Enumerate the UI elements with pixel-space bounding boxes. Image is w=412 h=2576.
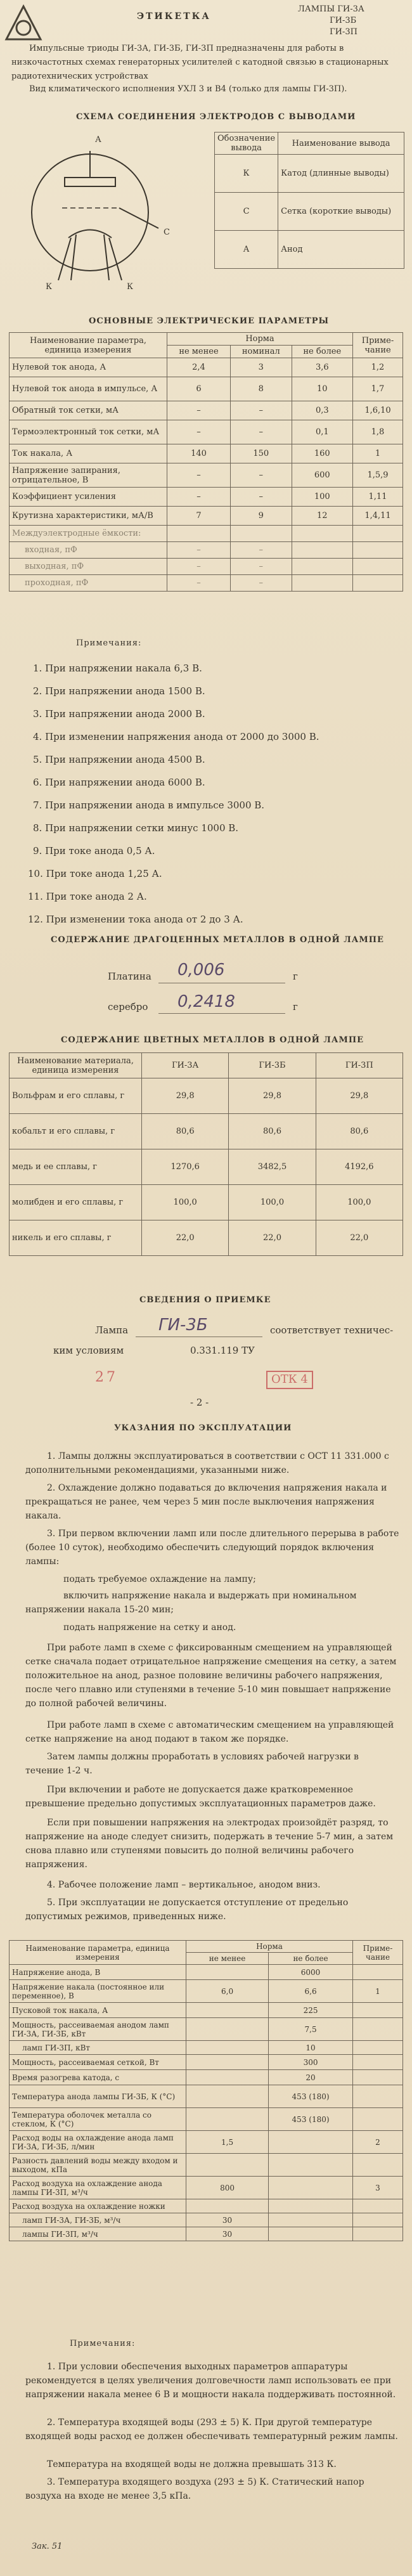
limits-col-max: не более xyxy=(269,1953,353,1965)
limits-row-min xyxy=(186,2154,269,2177)
limits-row-note xyxy=(353,2041,403,2055)
usage-paragraph: включить напряжение накала и выдержать при номинальном напряжении накала 15-20 мин; xyxy=(25,1591,357,1615)
limits-row-max: 225 xyxy=(269,2003,353,2018)
notes2-item: 1. При условии обеспечения выходных параметров аппаратуры рекомендуется в целях увеличения долговечности ламп использовать ее при напряжении накала менее 6 В и мощности накала поддерживать постоянной. xyxy=(25,2362,396,2400)
acceptance-conforms: соответствует техничес- xyxy=(270,1324,394,1336)
usage-paragraph: Затем лампы должны проработать в условиях рабочей нагрузки в течение 1-2 ч. xyxy=(25,1752,359,1776)
climate-text: Вид климатического исполнения УХЛ 3 и В4 (только для лампы ГИ-3П). xyxy=(29,84,347,94)
nonferrous-value: 80,6 xyxy=(229,1114,316,1149)
nonferrous-value: 80,6 xyxy=(142,1114,229,1149)
params-row-name: Термоэлектронный ток сетки, мА xyxy=(10,420,167,444)
limits-col-note: Приме-чание xyxy=(353,1941,403,1965)
lamp-type-1: ЛАМПЫ ГИ-3А xyxy=(298,4,364,14)
limits-row-name: Напряжение накала (постоянное или переменное), В xyxy=(10,1980,186,2003)
params-row-min: – xyxy=(167,463,231,488)
platinum-label: Платина xyxy=(108,971,151,982)
lamp-type-2: ГИ-3Б xyxy=(330,16,357,25)
scheme-col-name: Наименование вывода xyxy=(278,133,404,155)
params-row-note: 1,11 xyxy=(353,488,403,507)
params-row-nom: 9 xyxy=(230,507,292,526)
limits-row-min xyxy=(186,2108,269,2131)
scheme-row-code: С xyxy=(215,193,278,231)
limits-row-name: Температура анода лампы ГИ-3Б, К (°С) xyxy=(10,2085,186,2108)
limits-row-min xyxy=(186,2041,269,2055)
limits-row-max: 453 (180) xyxy=(269,2108,353,2131)
nonferrous-row-name: молибден и его сплавы, г xyxy=(10,1185,142,1220)
limits-row-name: лампы ГИ-3П, м³/ч xyxy=(10,2227,186,2241)
limits-row-note xyxy=(353,2055,403,2070)
notes2-item: 2. Температура входящей воды (293 ± 5) К. При другой температуре входящей воды расход ее должен обеспечивать температурный режим лампы. xyxy=(25,2417,398,2442)
nonferrous-value: 22,0 xyxy=(142,1220,229,1256)
nonferrous-title: СОДЕРЖАНИЕ ЦВЕТНЫХ МЕТАЛЛОВ В ОДНОЙ ЛАМПЕ xyxy=(61,1035,364,1045)
params-title: ОСНОВНЫЕ ЭЛЕКТРИЧЕСКИЕ ПАРАМЕТРЫ xyxy=(89,316,330,326)
limits-table xyxy=(9,1940,403,2241)
diagram-label-anode: А xyxy=(95,135,101,145)
limits-row-name: Мощность, рассеиваемая анодом ламп ГИ-3А, ГИ-3Б, кВт xyxy=(10,2018,186,2041)
params-row-note: 1 xyxy=(353,444,403,463)
limits-row-note xyxy=(353,2018,403,2041)
params-row-nom: – xyxy=(230,420,292,444)
limits-row-min: 1,5 xyxy=(186,2131,269,2154)
nonferrous-value: 100,0 xyxy=(142,1185,229,1220)
acceptance-lamp-label: Лампа xyxy=(95,1324,129,1336)
stamp-otk: ОТК 4 xyxy=(266,1371,313,1389)
limits-row-note: 1 xyxy=(353,1980,403,2003)
limits-row-max: 6000 xyxy=(269,1965,353,1980)
usage-paragraph: При включении и работе не допускается даже кратковременное превышение предельно допустимых эксплуатационных параметров даже. xyxy=(25,1785,376,1809)
usage-paragraph: При работе ламп в схеме с автоматическим смещением на управляющей сетке напряжение на анод подают в таком же порядке. xyxy=(25,1720,394,1744)
triangle-logo xyxy=(4,4,43,43)
params-row-nom: – xyxy=(230,542,292,559)
limits-row-max: 453 (180) xyxy=(269,2085,353,2108)
nonferrous-value: 22,0 xyxy=(229,1220,316,1256)
nonferrous-row-name: кобальт и его сплавы, г xyxy=(10,1114,142,1149)
nonferrous-col: ГИ-3А xyxy=(142,1053,229,1078)
params-row-name: Междуэлектродные ёмкости: xyxy=(10,526,167,542)
limits-row-note xyxy=(353,2003,403,2018)
notes1-item: 11. При токе анода 2 А. xyxy=(28,891,147,902)
limits-row-note xyxy=(353,2154,403,2177)
notes1-item: 5. При напряжении анода 4500 В. xyxy=(33,754,205,765)
params-row-note: 1,4,11 xyxy=(353,507,403,526)
params-row-min: 140 xyxy=(167,444,231,463)
limits-row-max: 300 xyxy=(269,2055,353,2070)
params-row-max: 10 xyxy=(292,377,352,401)
params-col-max: не более xyxy=(292,346,352,358)
notes2-item: 3. Температура входящего воздуха (293 ± 5) К. Статический напор воздуха на входе не менее 3,5 кПа. xyxy=(25,2477,364,2501)
silver-value: 0,2418 xyxy=(177,992,235,1011)
limits-row-max xyxy=(269,2154,353,2177)
params-row-name: Обратный ток сетки, мА xyxy=(10,401,167,420)
params-row-min: 2,4 xyxy=(167,358,231,377)
silver-line xyxy=(158,1013,285,1014)
scheme-row-code: К xyxy=(215,155,278,193)
params-col-nom: номинал xyxy=(230,346,292,358)
nonferrous-value: 29,8 xyxy=(316,1078,402,1114)
params-row-name: входная, пФ xyxy=(10,542,167,559)
params-row-nom: – xyxy=(230,559,292,575)
notes2-item: Температура на входящей воды не должна превышать 313 К. xyxy=(47,2459,337,2469)
limits-row-max xyxy=(269,2199,353,2213)
nonferrous-value: 22,0 xyxy=(316,1220,402,1256)
label-title: ЭТИКЕТКА xyxy=(137,11,211,22)
params-row-nom: 150 xyxy=(230,444,292,463)
notes2-title: Примечания: xyxy=(70,2339,136,2348)
limits-row-min: 30 xyxy=(186,2213,269,2227)
usage-paragraph: 4. Рабочее положение ламп – вертикальное, анодом вниз. xyxy=(47,1880,321,1890)
params-row-max: 0,1 xyxy=(292,420,352,444)
notes1-item: 8. При напряжении сетки минус 1000 В. xyxy=(33,822,239,834)
silver-label: серебро xyxy=(108,1001,148,1013)
nonferrous-value: 1270,6 xyxy=(142,1149,229,1185)
params-row-name: Напряжение запирания, отрицательное, В xyxy=(10,463,167,488)
notes1-title: Примечания: xyxy=(76,638,142,648)
limits-row-note xyxy=(353,2085,403,2108)
limits-row-note xyxy=(353,2213,403,2227)
limits-row-note xyxy=(353,2108,403,2131)
limits-row-min xyxy=(186,1965,269,1980)
limits-row-max: 6,6 xyxy=(269,1980,353,2003)
nonferrous-row-name: никель и его сплавы, г xyxy=(10,1220,142,1256)
nonferrous-col-name: Наименование материала, единица измерения xyxy=(10,1053,142,1078)
params-row-name: Коэффициент усиления xyxy=(10,488,167,507)
nonferrous-col: ГИ-3П xyxy=(316,1053,402,1078)
params-row-min: – xyxy=(167,575,231,592)
params-row-min: – xyxy=(167,559,231,575)
notes1-item: 9. При токе анода 0,5 А. xyxy=(33,845,155,857)
limits-row-name: Пусковой ток накала, А xyxy=(10,2003,186,2018)
scheme-row-name: Катод (длинные выводы) xyxy=(278,155,404,193)
nonferrous-value: 100,0 xyxy=(229,1185,316,1220)
params-col-note: Приме-чание xyxy=(353,333,403,358)
params-row-min: 6 xyxy=(167,377,231,401)
params-row-nom: 3 xyxy=(230,358,292,377)
lamp-type-3: ГИ-3П xyxy=(330,27,357,37)
limits-row-max xyxy=(269,2131,353,2154)
limits-row-min: 800 xyxy=(186,2177,269,2199)
limits-col-norm: Норма xyxy=(186,1941,353,1953)
diagram-label-cathode-right: К xyxy=(127,282,134,292)
precious-title: СОДЕРЖАНИЕ ДРАГОЦЕННЫХ МЕТАЛЛОВ В ОДНОЙ ЛАМПЕ xyxy=(51,935,384,945)
acceptance-title: СВЕДЕНИЯ О ПРИЕМКЕ xyxy=(139,1295,271,1305)
notes1-item: 7. При напряжении анода в импульсе 3000 В. xyxy=(33,799,265,811)
params-col-param: Наименование параметра, единица измерения xyxy=(10,333,167,358)
scheme-row-name: Анод xyxy=(278,231,404,269)
limits-row-note xyxy=(353,2070,403,2085)
scheme-row-code: А xyxy=(215,231,278,269)
nonferrous-row-name: Вольфрам и его сплавы, г xyxy=(10,1078,142,1114)
usage-paragraph: 1. Лампы должны эксплуатироваться в соответствии с ОСТ 11 331.000 с дополнительными рекомендациями, указанными ниже. xyxy=(25,1451,389,1475)
limits-row-name: ламп ГИ-3П, кВт xyxy=(10,2041,186,2055)
nonferrous-value: 4192,6 xyxy=(316,1149,402,1185)
params-row-max: 12 xyxy=(292,507,352,526)
limits-row-note xyxy=(353,2199,403,2213)
notes1-item: 3. При напряжении анода 2000 В. xyxy=(33,708,205,720)
params-row-nom: – xyxy=(230,575,292,592)
nonferrous-value: 29,8 xyxy=(142,1078,229,1114)
nonferrous-value: 80,6 xyxy=(316,1114,402,1149)
notes1-item: 10. При токе анода 1,25 А. xyxy=(28,868,162,879)
nonferrous-table xyxy=(9,1052,403,1256)
params-row-note: 1,8 xyxy=(353,420,403,444)
silver-unit: г xyxy=(293,1001,298,1013)
usage-paragraph: 2. Охлаждение должно подаваться до включения напряжения накала и прекращаться не ранее, чем через 5 мин после выключения напряжения накала. xyxy=(25,1483,387,1521)
page-number: - 2 - xyxy=(190,1397,209,1408)
notes1-item: 2. При напряжении анода 1500 В. xyxy=(33,685,205,697)
usage-title: УКАЗАНИЯ ПО ЭКСПЛУАТАЦИИ xyxy=(114,1423,292,1433)
params-row-note: 1,2 xyxy=(353,358,403,377)
params-row-nom: – xyxy=(230,463,292,488)
params-row-name: проходная, пФ xyxy=(10,575,167,592)
limits-row-min xyxy=(186,2199,269,2213)
limits-row-min xyxy=(186,2070,269,2085)
nonferrous-value: 100,0 xyxy=(316,1185,402,1220)
platinum-value: 0,006 xyxy=(177,961,225,980)
params-row-nom: 8 xyxy=(230,377,292,401)
scheme-row-name: Сетка (короткие выводы) xyxy=(278,193,404,231)
limits-row-note: 3 xyxy=(353,2177,403,2199)
params-row-max: 100 xyxy=(292,488,352,507)
limits-row-max xyxy=(269,2213,353,2227)
limits-row-max: 20 xyxy=(269,2070,353,2085)
limits-row-name: Напряжение анода, В xyxy=(10,1965,186,1980)
params-row-name: Нулевой ток анода, А xyxy=(10,358,167,377)
usage-paragraph: При работе ламп в схеме с фиксированным смещением на управляющей сетке сначала подает отрицательное напряжение смещения на сетку, а затем положительное на анод, разное половине величины рабочего напряжения, после чего плавно или ступенями в течение 5-10 мин повышает напряжение до полной рабочей величины. xyxy=(25,1643,397,1709)
limits-row-max: 10 xyxy=(269,2041,353,2055)
stamp-date: 27 xyxy=(95,1369,118,1385)
acceptance-spec-label: ким условиям xyxy=(53,1345,124,1356)
notes1-item: 1. При напряжении накала 6,3 В. xyxy=(33,663,202,674)
params-col-norm: Норма xyxy=(167,333,353,346)
limits-row-min xyxy=(186,2003,269,2018)
params-row-max: 600 xyxy=(292,463,352,488)
diagram-label-grid: С xyxy=(164,228,170,237)
limits-row-max xyxy=(269,2177,353,2199)
limits-row-note xyxy=(353,2227,403,2241)
nonferrous-value: 29,8 xyxy=(229,1078,316,1114)
limits-row-name: Расход воздуха на охлаждение ножки xyxy=(10,2199,186,2213)
limits-row-min: 6,0 xyxy=(186,1980,269,2003)
electrode-diagram xyxy=(8,133,191,292)
limits-row-min xyxy=(186,2085,269,2108)
scheme-table xyxy=(214,132,404,269)
limits-row-name: Расход воздуха на охлаждение анода лампы ГИ-3П, м³/ч xyxy=(10,2177,186,2199)
notes1-item: 4. При изменении напряжения анода от 2000 до 3000 В. xyxy=(33,731,319,742)
scheme-title: СХЕМА СОЕДИНЕНИЯ ЭЛЕКТРОДОВ С ВЫВОДАМИ xyxy=(76,112,356,122)
params-row-min: – xyxy=(167,420,231,444)
limits-row-min: 30 xyxy=(186,2227,269,2241)
notes1-item: 12. При изменении тока анода от 2 до 3 А. xyxy=(28,914,243,925)
limits-row-name: Мощность, рассеиваемая сеткой, Вт xyxy=(10,2055,186,2070)
params-row-name: выходная, пФ xyxy=(10,559,167,575)
scheme-col-designation: Обозначение вывода xyxy=(215,133,278,155)
acceptance-lamp-type: ГИ-3Б xyxy=(158,1316,208,1335)
nonferrous-value: 3482,5 xyxy=(229,1149,316,1185)
params-row-max: 160 xyxy=(292,444,352,463)
nonferrous-col: ГИ-3Б xyxy=(229,1053,316,1078)
nonferrous-row-name: медь и ее сплавы, г xyxy=(10,1149,142,1185)
params-row-name: Крутизна характеристики, мА/В xyxy=(10,507,167,526)
params-row-max: 0,3 xyxy=(292,401,352,420)
params-row-nom: – xyxy=(230,488,292,507)
usage-paragraph: подать напряжение на сетку и анод. xyxy=(63,1622,236,1633)
params-row-min: – xyxy=(167,542,231,559)
params-row-note: 1,5,9 xyxy=(353,463,403,488)
params-row-note: 1,7 xyxy=(353,377,403,401)
params-row-max: 3,6 xyxy=(292,358,352,377)
limits-col-min: не менее xyxy=(186,1953,269,1965)
params-row-min: – xyxy=(167,401,231,420)
acceptance-spec: 0.331.119 ТУ xyxy=(190,1345,255,1356)
diagram-label-cathode-left: К xyxy=(46,282,53,292)
limits-col-param: Наименование параметра, единица измерения xyxy=(10,1941,186,1965)
limits-row-max: 7,5 xyxy=(269,2018,353,2041)
params-row-nom: – xyxy=(230,401,292,420)
limits-row-note xyxy=(353,1965,403,1980)
params-row-min: 7 xyxy=(167,507,231,526)
limits-row-name: ламп ГИ-3А, ГИ-3Б, м³/ч xyxy=(10,2213,186,2227)
limits-row-min xyxy=(186,2055,269,2070)
limits-row-max xyxy=(269,2227,353,2241)
usage-paragraph: 5. При эксплуатации не допускается отступление от предельно допустимых режимов, приведенных ниже. xyxy=(25,1898,349,1922)
params-table xyxy=(9,332,403,592)
usage-paragraph: подать требуемое охлаждение на лампу; xyxy=(63,1574,256,1584)
usage-paragraph: Если при повышении напряжения на электродах произойдёт разряд, то напряжение на аноде следует снизить, подержать в течение 5-7 мин, а затем снова плавно или ступенями повысить до полной величины рабочего напряжения. xyxy=(25,1818,394,1870)
params-col-min: не менее xyxy=(167,346,231,358)
platinum-unit: г xyxy=(293,971,298,982)
intro-text: Импульсные триоды ГИ-3А, ГИ-3Б, ГИ-3П предназначены для работы в низкочастотных схемах генераторных усилителей с катодной связью в стационарных радиотехнических устройствах xyxy=(11,44,389,81)
usage-paragraph: 3. При первом включении ламп или после длительного перерыва в работе (более 10 суток), необходимо обеспечить следующий порядок включения лампы: xyxy=(25,1529,399,1567)
params-row-name: Ток накала, А xyxy=(10,444,167,463)
limits-row-min xyxy=(186,2018,269,2041)
params-row-name: Нулевой ток анода в импульсе, А xyxy=(10,377,167,401)
limits-row-name: Температура оболочек металла со стеклом, К (°С) xyxy=(10,2108,186,2131)
notes1-item: 6. При напряжении анода 6000 В. xyxy=(33,777,205,788)
params-row-note: 1,6,10 xyxy=(353,401,403,420)
limits-row-name: Время разогрева катода, с xyxy=(10,2070,186,2085)
order-number: Зак. 51 xyxy=(32,2542,63,2551)
limits-row-name: Разность давлений воды между входом и выходом, кПа xyxy=(10,2154,186,2177)
limits-row-note: 2 xyxy=(353,2131,403,2154)
limits-row-name: Расход воды на охлаждение анода ламп ГИ-3А, ГИ-3Б, л/мин xyxy=(10,2131,186,2154)
params-row-min: – xyxy=(167,488,231,507)
